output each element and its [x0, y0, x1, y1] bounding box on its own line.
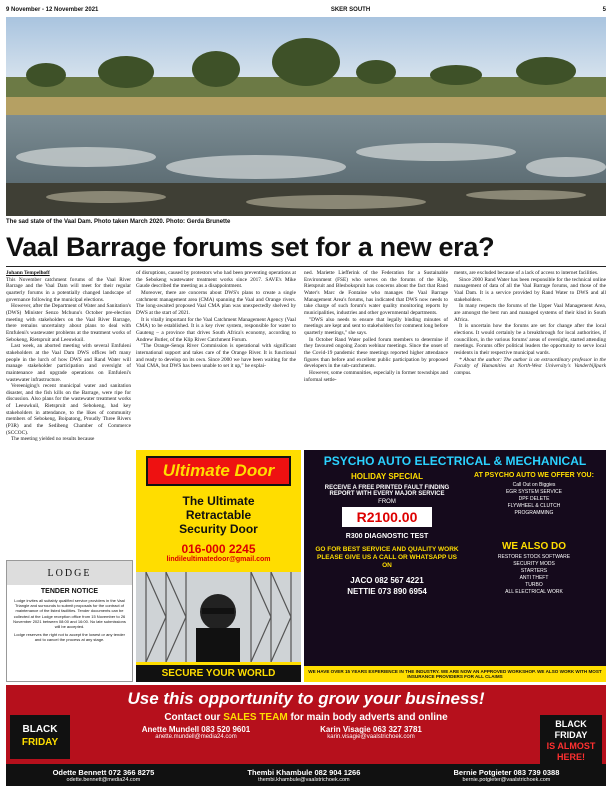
ultimate-door-ad	[136, 450, 301, 682]
door-tagline: The Ultimate Retractable Security Door	[179, 494, 258, 536]
paragraph: Vereeniging's recent municipal water and sanitation disaster, and the fish kills on the Barrage, were ripe for discussion. Also plans for the wastewater treatment works of Leeuwkuil, Rietspruit and Sebokeng, had key stakeholders in attendance, to the likes of community members of Sebokeng, Boipatong, Proudly Three Rivers (P3R) and the Sedibeng Chamber of Commerce (SCCOC).	[6, 383, 131, 436]
ad-headline: Use this opportunity to grow your business!	[127, 689, 485, 708]
paragraph: It is uncertain how the forums are set for change after the local elections. It would certainly be a breakthrough for local authorities, if councillors, in the various forums' areas of oversight, started attending meetings. Forums offer political leaders the opportunity to serve local residents in their respective municipal wards.	[454, 323, 606, 356]
page-number: 5	[602, 7, 606, 13]
services-list: RESTORE STOCK SOFTWARE SECURITY MODS STARTERS ANTI THEFT TURBO ALL ELECTRICAL WORK	[497, 554, 571, 595]
black-friday-badge-right: BLACK FRIDAY IS ALMOST HERE!	[540, 715, 602, 773]
tender-footer: Lodge reserves the right not to accept the lowest or any tender and to cancel the process at any stage.	[14, 632, 125, 643]
phone-nettie: NETTIE 073 890 6954	[347, 587, 427, 596]
ad-subline: Contact our SALES TEAM for main body adverts and online	[164, 712, 448, 723]
door-slogan: SECURE YOUR WORLD	[136, 665, 301, 682]
tender-notice-ad	[6, 560, 133, 682]
issue-date: 9 November - 12 November 2021	[6, 7, 99, 13]
tender-body: Lodge invites all suitably qualified service providers in the Vaal Triangle and surrounds to submit proposals for the contract of maintenance of the listed facilities. Tender documents can be collected at the Lodge reception office from 15 November to 26 November 2021 between 08:00 and 16:00. No late submissions will be accepted.	[13, 598, 126, 630]
paragraph: However, after the Department of Water and Sanitation's (DWS) Minister Senzo Mchunu's October pre-election meeting with stakeholders on the Vaal River Barrage, there remains uncertainty about plans to deal with Emfuleni's wastewater problems at the treatment works of Sebokeng, Rietspruit and Leeuwkuil.	[6, 303, 131, 343]
psycho-title: PSYCHO AUTO ELECTRICAL & MECHANICAL	[323, 454, 587, 468]
article-column-2	[136, 270, 296, 370]
lodge-logo: LODGE	[7, 561, 132, 585]
paragraph: "DWS also needs to ensure that legally binding minutes of meetings are kept and sent to stakeholders for comment long before quarterly meetings," she says.	[304, 316, 448, 336]
article-column-3	[304, 270, 448, 383]
offer-list: Call Out on Biggies EGR SYSTEM SERVICE DPF DELETE FLYWHEEL & CLUTCH PROGRAMMING	[505, 482, 563, 516]
paragraph: ments, are excluded because of a lack of access to internet facilities.	[454, 270, 599, 276]
paragraph: However, some communities, especially in former townships and informal settle-	[304, 369, 448, 383]
contact-anette: Anette Mundell 083 520 9601 anette.mundell@media24.com	[141, 725, 251, 740]
photo-caption: The sad state of the Vaal Dam. Photo taken March 2020. Photo: Gerda Brunette	[6, 219, 231, 225]
paragraph: Last week, an aborted meeting with several Emfuleni stakeholders at the Vaal Dam DWS offices left many people in the lurch of how DWS and Rand Water will manage stakeholder participation and oversight of maintenance and upgrade operations on Emfuleni's wastewater infrastructure.	[6, 343, 131, 383]
paragraph: The meeting yielded no results because	[11, 436, 95, 443]
author-note: * About the author: The author is an extraordinary professor in the Faculty of Humanities at North-West University's Vanderbijlpark campus.	[454, 356, 606, 376]
paragraph: In many respects the forums of the Upper Vaal Management Area, are amongst the best run and managed systems of their kind in South Africa.	[454, 303, 606, 323]
vaal-dam-photo	[6, 17, 606, 216]
diagnostic-price: R300 DIAGNOSTIC TEST	[345, 533, 429, 540]
door-phone: 016-000 2245	[181, 542, 256, 556]
page-header	[6, 4, 606, 16]
tender-title: TENDER NOTICE	[40, 588, 99, 595]
article-column-1	[6, 270, 131, 443]
headline: Vaal Barrage forums set for a new era?	[6, 232, 495, 262]
contact-odette: Odette Bennett 072 366 8275 odette.bennett@media24.com	[52, 767, 155, 783]
door-email: lindileultimatedoor@gmail.com	[166, 556, 271, 563]
service-price: R2100.00	[342, 507, 432, 527]
holiday-special: HOLIDAY SPECIAL	[350, 472, 423, 481]
psycho-footer: WE HAVE OVER 15 YEARS EXPERIENCE IN THE INDUSTRY. WE ARE NOW AN APPROVED WORKSHOP. WE ALSO WORK WITH MOST INSURANCE PROVIDERS FOR ALL CLAIMS	[304, 666, 606, 682]
paragraph: ned. Mariette Liefferink of the Federation for a Sustainable Environment (FSE) who serves on the forums of the Klip, Rietspruit and Blesbokspruit has concerns about the fact that Rand Water's Marc de Fontaine who manages the Vaal Barrage Management Area's forums, has indicated that DWS now needs to take charge of such forum's water quality monitoring reports by municipalities, industries and other governmental departments.	[304, 270, 448, 316]
contact-bernie: Bernie Potgieter 083 739 0388 bernie.potgieter@vaalstrichoek.com	[453, 767, 560, 783]
paper-name: SKER SOUTH	[330, 7, 371, 13]
paragraph: "The Orange-Senqu River Commission is operational with significant international support and takes care of the Orange River. It is functional and ready to develop on its own. Since 2000 we have been waiting for the Vaal CMA, but DWS has been unable to set it up," he explai-	[136, 343, 296, 370]
paragraph: Moreover, there are concerns about DWS's plans to create a single catchment management area (CMA) spanning the Vaal and Orange rivers. The long-awaited proposed Vaal CMA plan was unexpectedly shelved by DWS at the start of 2021.	[136, 289, 296, 316]
paragraph: It is vitally important for the Vaal Catchment Management Agency (Vaal CMA) to be established. It is a key river system, responsible for water to Gauteng – a province that drives South Africa's economy, according to Andrew Butler, of the Klip River Catchment Forum.	[136, 316, 296, 343]
dam-landscape-image	[6, 17, 606, 216]
we-also-do: WE ALSO DO	[501, 541, 567, 552]
contact-thembi: Thembi Khambule 082 904 1266 thembi.khambule@vaalstrichoek.com	[247, 767, 361, 783]
contacts-bar	[6, 764, 606, 786]
free-report-offer: RECEIVE A FREE PRINTED FAULT FINDING REPORT WITH EVERY MAJOR SERVICE	[324, 485, 450, 497]
article-column-4	[454, 270, 606, 377]
ultimate-door-logo: Ultimate Door	[146, 456, 291, 486]
black-friday-badge-left: BLACK FRIDAY	[10, 715, 70, 759]
call-to-action: GO FOR BEST SERVICE AND QUALITY WORK PLEASE GIVE US A CALL OR WHATSAPP US ON	[315, 546, 459, 569]
sales-team-ad	[6, 685, 606, 786]
paragraph: Since 2000 Rand Water has been responsible for the technical online management of data of all the Vaal Barrage forums, and those of the Vaal Dam. It is a service provided by Rand Water to DWS and all stakeholders.	[454, 276, 606, 303]
security-gate-icon	[136, 572, 301, 662]
offer-heading: AT PSYCHO AUTO WE OFFER YOU:	[474, 472, 594, 479]
paragraph: This November catchment forums of the Vaal River Barrage and the Vaal Dam will meet for their regular quarterly forums in a potentially changed landscape of governance following the municipal elections.	[6, 276, 131, 303]
contact-karin: Karin Visagie 063 327 3781 karin.visagie@vaalstrichoek.com	[320, 725, 422, 740]
paragraph: of disruptions, caused by protestors who had been preventing operations at the Sebokeng wastewater treatment works since 2017. SAVE's Mike Gaude described the meeting as a disappointment.	[136, 270, 296, 290]
paragraph: In October Rand Water polled forum members to determine if they favoured ongoing Zoom webinar meetings. Since the onset of the Covid-19 pandemic these meetings reported higher attendance figures than before and excellent public participation by proposed developers in the sub-catchments.	[304, 336, 448, 370]
phone-jaco: JACO 082 567 4221	[350, 576, 424, 585]
psycho-auto-ad: PSYCHO AUTO ELECTRICAL & MECHANICAL HOLIDAY SPECIAL RECEIVE A FREE PRINTED FAULT FINDING REPORT WITH EVERY MAJOR SERVICE FROM R2100.00 R300 DIAGNOSTIC TEST GO FOR BEST SERVICE AND QUALITY WORK PLEASE GIVE US A CALL OR WHATSAPP US ON JACO 082 567 4221 NETTIE 073 890 6954 AT PSYCHO AUTO WE OFFER YOU: Call Out on Biggies EGR SYSTEM SERVICE DPF DELETE FLYWHEEL & CLUTCH PROGRAMMING WE ALSO DO RESTORE STOCK SOFTWARE SECURITY MODS STARTERS ANTI THEFT TURBO ALL ELECTRICAL WORK WE HAVE OVER 15 YEARS EXPERIENCE IN THE INDUSTRY. WE ARE NOW AN APPROVED WORKSHOP. WE ALSO WORK WITH MOST INSURANCE PROVIDERS FOR ALL CLAIMS	[304, 450, 606, 682]
byline: Johann Tempelhoff	[6, 270, 50, 276]
headline-rule	[6, 266, 606, 267]
